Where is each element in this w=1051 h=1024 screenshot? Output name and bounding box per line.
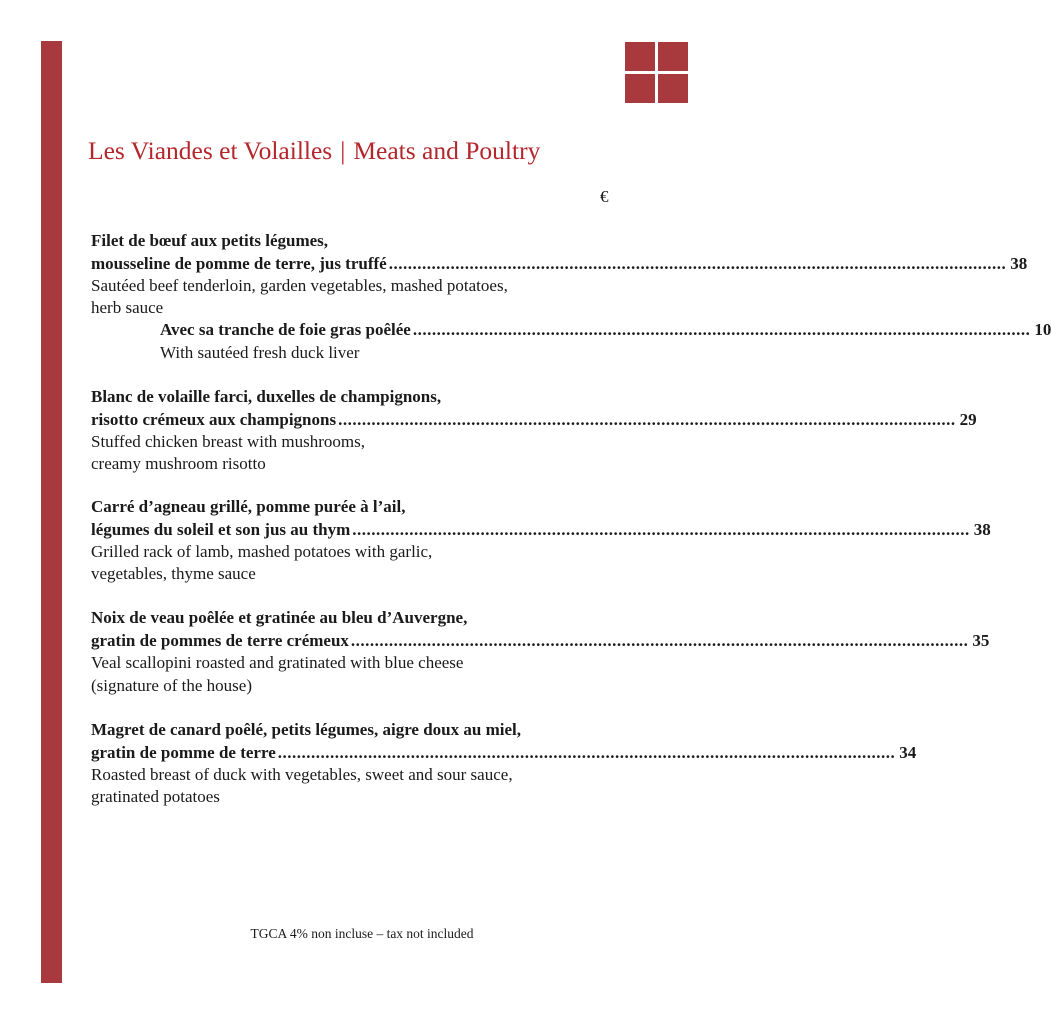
dish-price: 35 <box>972 631 990 650</box>
leader-dots: .................................................................................................................................. <box>350 631 969 650</box>
dish-price: 38 <box>1010 254 1028 273</box>
dish-french-name: Carré d’agneau grillé, pomme purée à l’ail, <box>91 497 406 516</box>
dish-english-description: herb sauce <box>91 298 164 317</box>
dish-french-name: mousseline de pomme de terre, jus truffé <box>91 254 387 273</box>
dish-price-row <box>91 742 917 764</box>
dish-price-row <box>91 253 1028 275</box>
decorative-side-bar <box>41 41 62 983</box>
dish-french-name: gratin de pommes de terre crémeux <box>91 631 349 650</box>
dish-french-name: Filet de bœuf aux petits légumes, <box>91 231 329 250</box>
dish-french-name: Magret de canard poêlé, petits légumes, aigre doux au miel, <box>91 720 521 739</box>
dish-price-row <box>91 409 977 431</box>
dish-english-description: Veal scallopini roasted and gratinated with blue cheese <box>91 653 464 672</box>
dish-price: 38 <box>973 520 991 539</box>
dish-price: 29 <box>959 410 977 429</box>
leader-dots: .................................................................................................................................. <box>338 410 956 429</box>
dish-french-name: légumes du soleil et son jus au thym <box>91 520 351 539</box>
supplement-price-row <box>160 319 1051 341</box>
dish-english-description: Roasted breast of duck with vegetables, sweet and sour sauce, <box>91 765 513 784</box>
leader-dots: .................................................................................................................................. <box>277 743 896 762</box>
dish-english-description: Sautéed beef tenderloin, garden vegetables, mashed potatoes, <box>91 276 508 295</box>
supplement-french-name: Avec sa tranche de foie gras poêlée <box>160 320 411 339</box>
dish-price-row <box>91 519 991 541</box>
dish-english-description: creamy mushroom risotto <box>91 454 266 473</box>
supplement-english-description: With sautéed fresh duck liver <box>160 343 360 362</box>
dish-english-description: gratinated potatoes <box>91 787 220 806</box>
logo-square <box>658 42 688 71</box>
logo-squares-icon <box>625 42 688 103</box>
page-title <box>88 136 540 166</box>
leader-dots: .................................................................................................................................. <box>412 320 1031 339</box>
title-french: Les Viandes et Volailles <box>88 136 333 165</box>
dish-english-description: Grilled rack of lamb, mashed potatoes with garlic, <box>91 542 433 561</box>
dish-english-description: vegetables, thyme sauce <box>91 564 256 583</box>
supplement-price: 10 <box>1034 320 1051 339</box>
title-separator: | <box>340 136 346 165</box>
dish-french-name: Blanc de volaille farci, duxelles de champignons, <box>91 387 442 406</box>
leader-dots: .................................................................................................................................. <box>352 520 970 539</box>
dish-english-description: Stuffed chicken breast with mushrooms, <box>91 432 366 451</box>
dish-price-row <box>91 630 990 652</box>
dish-price: 34 <box>899 743 917 762</box>
logo-square <box>625 74 655 103</box>
title-english: Meats and Poultry <box>353 136 541 165</box>
tax-note: TGCA 4% non incluse – tax not included <box>250 926 474 941</box>
currency-label: € <box>600 187 609 206</box>
leader-dots: .................................................................................................................................. <box>388 254 1007 273</box>
dish-french-name: risotto crémeux aux champignons <box>91 410 337 429</box>
dish-english-description: (signature of the house) <box>91 676 252 695</box>
logo-square <box>658 74 688 103</box>
dish-french-name: gratin de pomme de terre <box>91 743 276 762</box>
logo-square <box>625 42 655 71</box>
dish-french-name: Noix de veau poêlée et gratinée au bleu d’Auvergne, <box>91 608 468 627</box>
